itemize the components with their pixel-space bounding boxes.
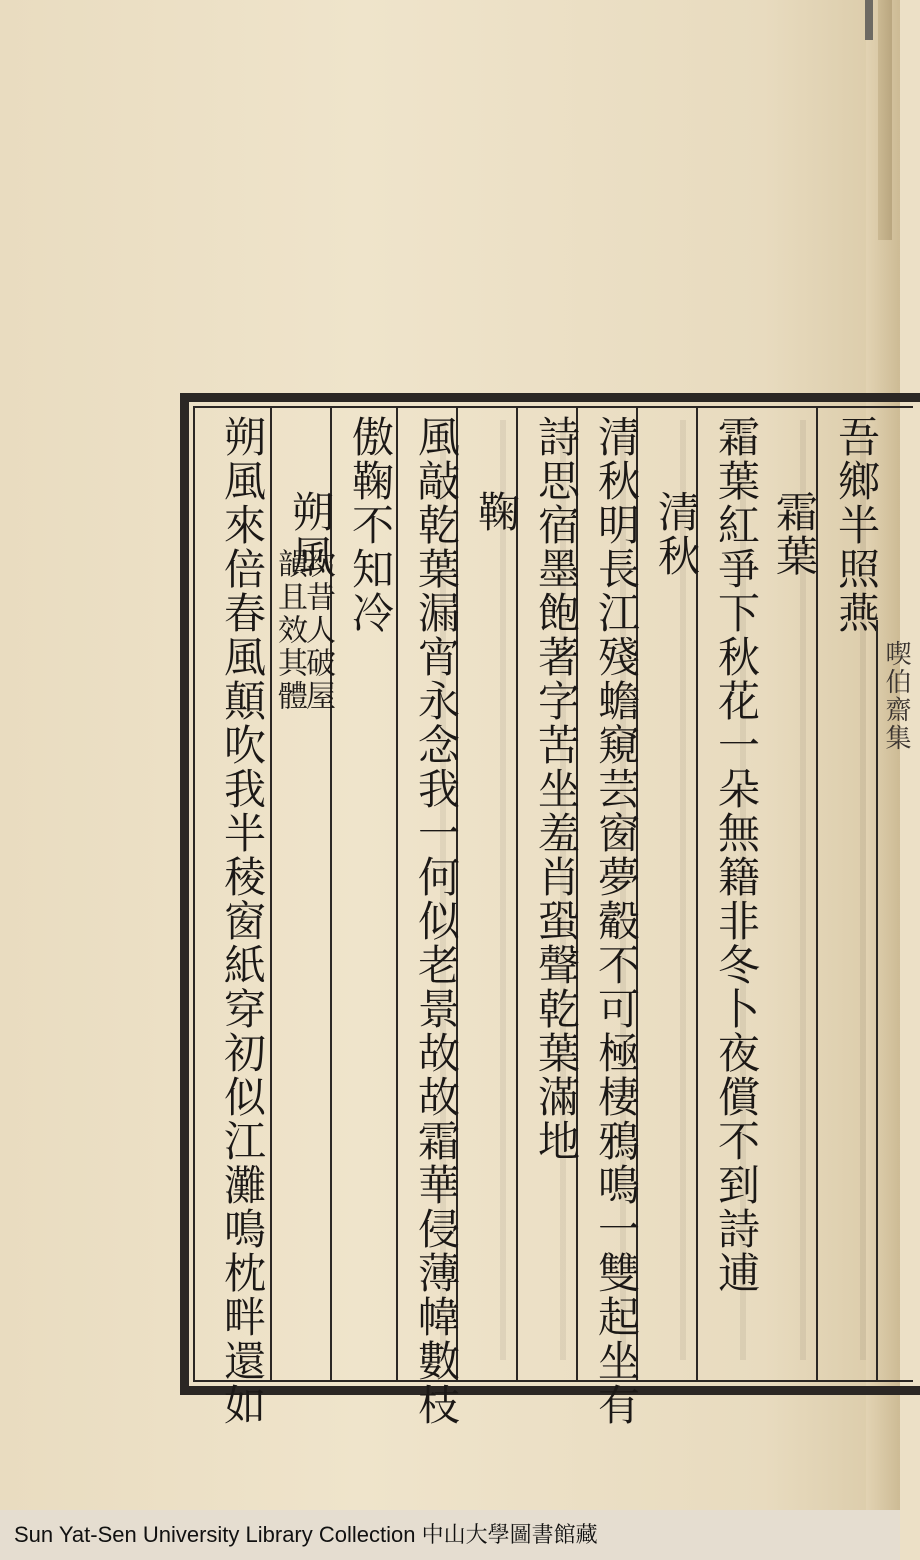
poem-title-clear-autumn: 清秋 [652, 490, 701, 578]
poem-title-north-wind: 朔風 [286, 490, 335, 578]
poem-note-line-2: 韻且效其體 [272, 548, 307, 713]
text-column-8: 風敲乾葉漏宵永念我一何似老景故故霜華侵薄幃數枝 [412, 415, 461, 1427]
text-column-6: 詩思宿墨飽著字苦坐羞肖蛩聲乾葉滿地 [532, 415, 581, 1163]
spine-mark [865, 0, 873, 40]
library-caption: Sun Yat-Sen University Library Collection 中山大學圖書館藏 [0, 1510, 900, 1560]
text-column-11: 朔風來倍春風顛吹我半稜窗紙穿初似江灘鳴枕畔還如 [218, 415, 267, 1427]
poem-note-line-1: 次昔人破屋 [300, 548, 335, 713]
poem-title-chrysanthemum: 鞠 [472, 490, 521, 534]
column-rule [516, 406, 518, 1382]
fold-tab-text: 喫伯齋集 [881, 640, 911, 752]
text-column-1: 吾鄉半照燕 [832, 415, 881, 635]
text-column-5: 清秋明長江殘蟾窺芸窗夢觳不可極棲鴉鳴一雙起坐有 [592, 415, 641, 1427]
text-column-9: 傲鞠不知冷 [346, 415, 395, 635]
paper-edge [878, 0, 892, 240]
text-column-2: 霜葉紅爭下秋花一朵無籍非冬卜夜償不到詩逋 [712, 415, 761, 1295]
poem-title-frost-leaves: 霜葉 [770, 490, 819, 578]
